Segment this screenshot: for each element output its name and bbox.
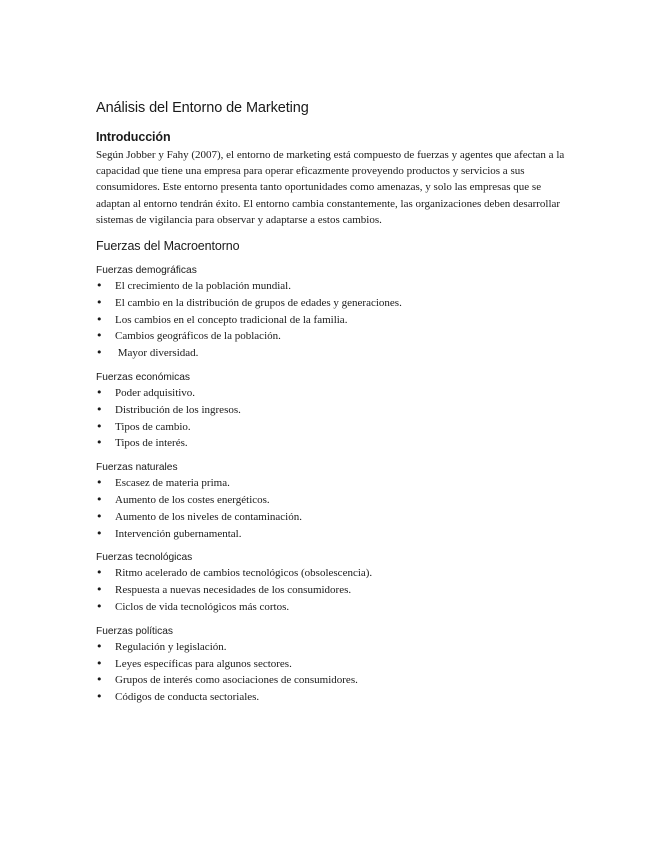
list-item: • Tipos de cambio.	[96, 419, 566, 436]
list-item: • Distribución de los ingresos.	[96, 402, 566, 419]
list-item: • Tipos de interés.	[96, 435, 566, 452]
section-label: Fuerzas políticas	[96, 625, 174, 637]
list-item: • Aumento de los costes energéticos.	[96, 492, 566, 509]
bullet-list	[96, 385, 566, 452]
list-item: • Ritmo acelerado de cambios tecnológicos (obsolescencia).	[96, 565, 566, 582]
section-politicas	[96, 626, 566, 706]
bullet-list	[96, 565, 566, 615]
section-label: Fuerzas tecnológicas	[96, 552, 193, 564]
list-item: • Respuesta a nuevas necesidades de los consumidores.	[96, 582, 566, 599]
document-title: Análisis del Entorno de Marketing	[96, 100, 309, 116]
section-label: Fuerzas naturales	[96, 462, 178, 474]
list-item: • Grupos de interés como asociaciones de consumidores.	[96, 672, 566, 689]
section-naturales	[96, 462, 566, 542]
section-tecnologicas	[96, 552, 566, 615]
intro-paragraph: Según Jobber y Fahy (2007), el entorno de marketing está compuesto de fuerzas y agentes que afectan a la capacidad que tiene una empresa para operar eficazmente proveyendo productos y servicios a sus consumidores. Este entorno presenta tanto oportunidades como amenazas, y solo las empresas que se adaptan al entorno tendrán éxito. El entorno cambia constantemente, las organizaciones deben desarrollar sistemas de vigilancia para observar y adaptarse a estos cambios.	[96, 149, 565, 226]
list-item: • Mayor diversidad.	[96, 345, 566, 362]
list-item: • El cambio en la distribución de grupos de edades y generaciones.	[96, 295, 566, 312]
macro-heading: Fuerzas del Macroentorno	[96, 239, 240, 254]
section-label: Fuerzas económicas	[96, 372, 190, 383]
list-item: • Regulación y legislación.	[96, 639, 566, 656]
bullet-list	[96, 475, 566, 542]
list-item: • Intervención gubernamental.	[96, 526, 566, 543]
list-item: • Cambios geográficos de la población.	[96, 328, 566, 345]
section-demograficas	[96, 265, 566, 362]
intro-heading: Introducción	[96, 130, 171, 144]
list-item: • Leyes específicas para algunos sectores.	[96, 656, 566, 673]
list-item: • Aumento de los niveles de contaminación.	[96, 509, 566, 526]
list-item: • Códigos de conducta sectoriales.	[96, 689, 566, 706]
section-label: Fuerzas demográficas	[96, 265, 197, 277]
list-item: • Los cambios en el concepto tradicional de la familia.	[96, 312, 566, 329]
list-item: • Escasez de materia prima.	[96, 475, 566, 492]
section-economicas	[96, 372, 566, 452]
sections-container	[96, 265, 566, 706]
bullet-list	[96, 639, 566, 706]
list-item: • Ciclos de vida tecnológicos más cortos.	[96, 599, 566, 616]
list-item: • El crecimiento de la población mundial.	[96, 278, 566, 295]
bullet-list	[96, 278, 566, 362]
list-item: • Poder adquisitivo.	[96, 385, 566, 402]
document-page	[96, 100, 566, 716]
